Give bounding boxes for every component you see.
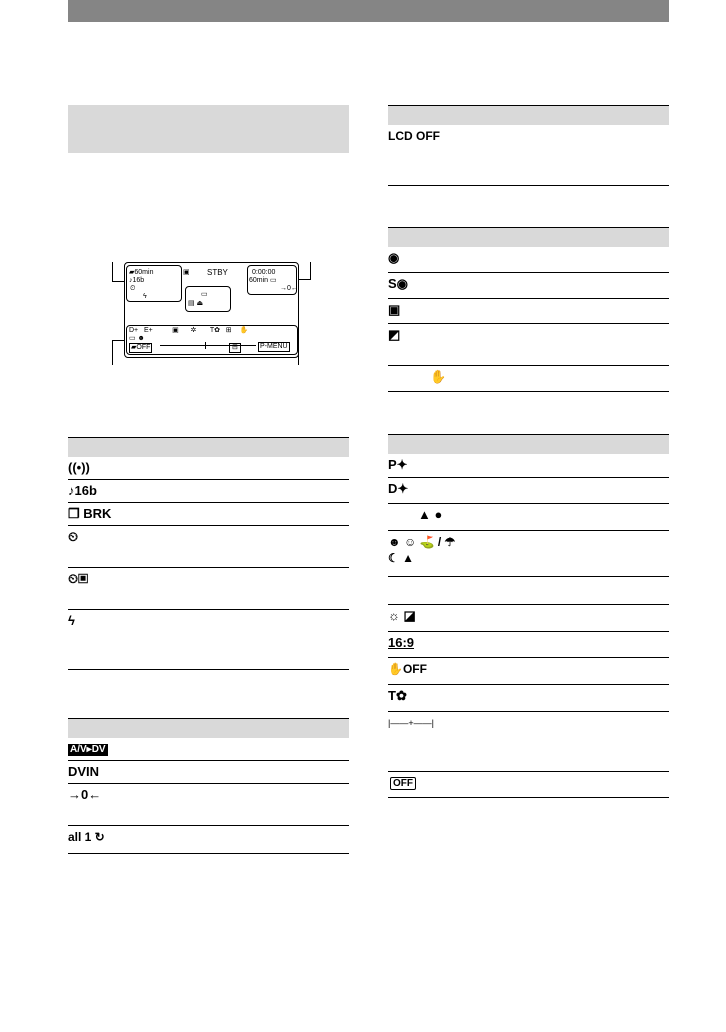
mode-icons: ▭ ☻ <box>129 335 145 342</box>
steadyshot-off-icon: ✋OFF <box>388 662 427 676</box>
backlight-off-icon: ▰OFF <box>131 344 151 351</box>
manual-focus-icons: ▲ ● <box>418 507 443 522</box>
standby-label: STBY <box>207 268 228 277</box>
interval-recording-icon: ⏲▣ <box>68 571 89 586</box>
table-row <box>388 366 669 392</box>
flash-icon: ϟ <box>68 613 75 628</box>
tape-remaining: 60min ▭ <box>249 277 277 284</box>
audio-16bit-icon: ♪16b <box>68 483 97 498</box>
table-row <box>68 457 349 480</box>
backlight-icon: ◉ <box>388 250 400 265</box>
table-row <box>388 577 669 605</box>
table-header <box>68 718 349 738</box>
cassette-icon: ▭ <box>201 291 208 298</box>
table-row <box>68 480 349 503</box>
wide-mode-icon: 16:9 <box>388 635 415 650</box>
table-row <box>388 273 669 299</box>
callout-line <box>112 262 113 282</box>
counter: 0:00:00 <box>252 269 276 276</box>
table-row <box>68 826 349 854</box>
tele-macro-icon: T✿ <box>388 688 407 703</box>
timer-icon: ⏲ <box>130 285 136 292</box>
table-row <box>388 605 669 632</box>
callout-line <box>112 340 113 365</box>
exposure-slider-tick <box>205 342 206 349</box>
table-row <box>68 503 349 526</box>
section-heading-box <box>68 105 349 153</box>
table-row <box>388 299 669 324</box>
program-icons: D+ E+ ▣ ✲ T✿ ⊞ ✋ <box>129 327 249 334</box>
indicator-table-3 <box>388 105 669 186</box>
cordless-icon: ((•)) <box>68 460 90 475</box>
table-row <box>388 658 669 685</box>
battery-indicator: ▰60min <box>129 269 154 276</box>
table-header <box>388 227 669 247</box>
table-row <box>68 761 349 784</box>
tape-icon: ▣ <box>183 269 190 276</box>
table-row <box>388 772 669 798</box>
table-row <box>68 568 349 610</box>
lcd-backlight-off-icon: LCD OFF <box>388 129 440 143</box>
lcd-center-group <box>185 286 231 312</box>
table-row <box>388 247 669 273</box>
table-row <box>68 784 349 826</box>
callout-line <box>297 279 311 280</box>
exposure-bar-icon: |——+——| <box>388 718 434 728</box>
table-row <box>388 454 669 478</box>
lcd-off-icon: OFF <box>390 777 416 790</box>
table-row <box>68 738 349 761</box>
table-row <box>68 610 349 670</box>
table-row <box>388 504 669 531</box>
table-row <box>388 632 669 658</box>
white-balance-icons: ☼ ◪ <box>388 608 416 623</box>
av-dv-icon: A/V▸DV <box>70 743 106 755</box>
table-row <box>388 531 669 577</box>
lcd-screen-diagram <box>124 262 299 358</box>
table-header <box>388 105 669 125</box>
callout-line <box>310 262 311 280</box>
burst-bracket-icon: ❐ BRK <box>68 506 112 521</box>
table-header <box>68 437 349 457</box>
flash-icon: ϟ <box>143 293 147 300</box>
indicator-table-5 <box>388 434 669 798</box>
telemacro-icon: ◩ <box>388 327 401 342</box>
scene-selection-icons: ☻ ☺ ⛳ / ☂ ☾ ▲ <box>388 535 456 565</box>
header-bar <box>68 0 669 22</box>
playback-mode-icons: all 1 ↻ <box>68 830 105 844</box>
audio-mode: ♪16b <box>129 277 145 284</box>
table-row <box>388 712 669 772</box>
steadyshot-icon: ✋ <box>430 369 447 384</box>
digital-effect-icon: D✦ <box>388 481 409 496</box>
table-row <box>388 478 669 504</box>
super-nightshot-icon: S◉ <box>388 276 409 291</box>
zero-set-icon: →0← <box>280 285 298 292</box>
indicator-table-4 <box>388 227 669 392</box>
table-header <box>388 434 669 454</box>
picture-effect-icon: P✦ <box>388 457 408 472</box>
color-slow-shutter-icon: ▣ <box>388 302 401 317</box>
table-row <box>388 125 669 186</box>
table-row <box>388 685 669 712</box>
indicator-table-1 <box>68 437 349 670</box>
table-row <box>68 526 349 568</box>
self-timer-icon: ⏲ <box>68 529 79 544</box>
table-row <box>388 324 669 366</box>
indicator-table-2 <box>68 718 349 854</box>
p-menu-button: P-MENU <box>260 343 288 350</box>
zero-set-memory-icon: →0← <box>68 787 102 802</box>
end-search-icon: ⊟ <box>229 343 241 353</box>
exposure-slider <box>160 345 256 346</box>
dv-in-icon: DVIN <box>68 764 100 779</box>
av-dv-icon: ▤ ⏏ <box>188 300 204 307</box>
